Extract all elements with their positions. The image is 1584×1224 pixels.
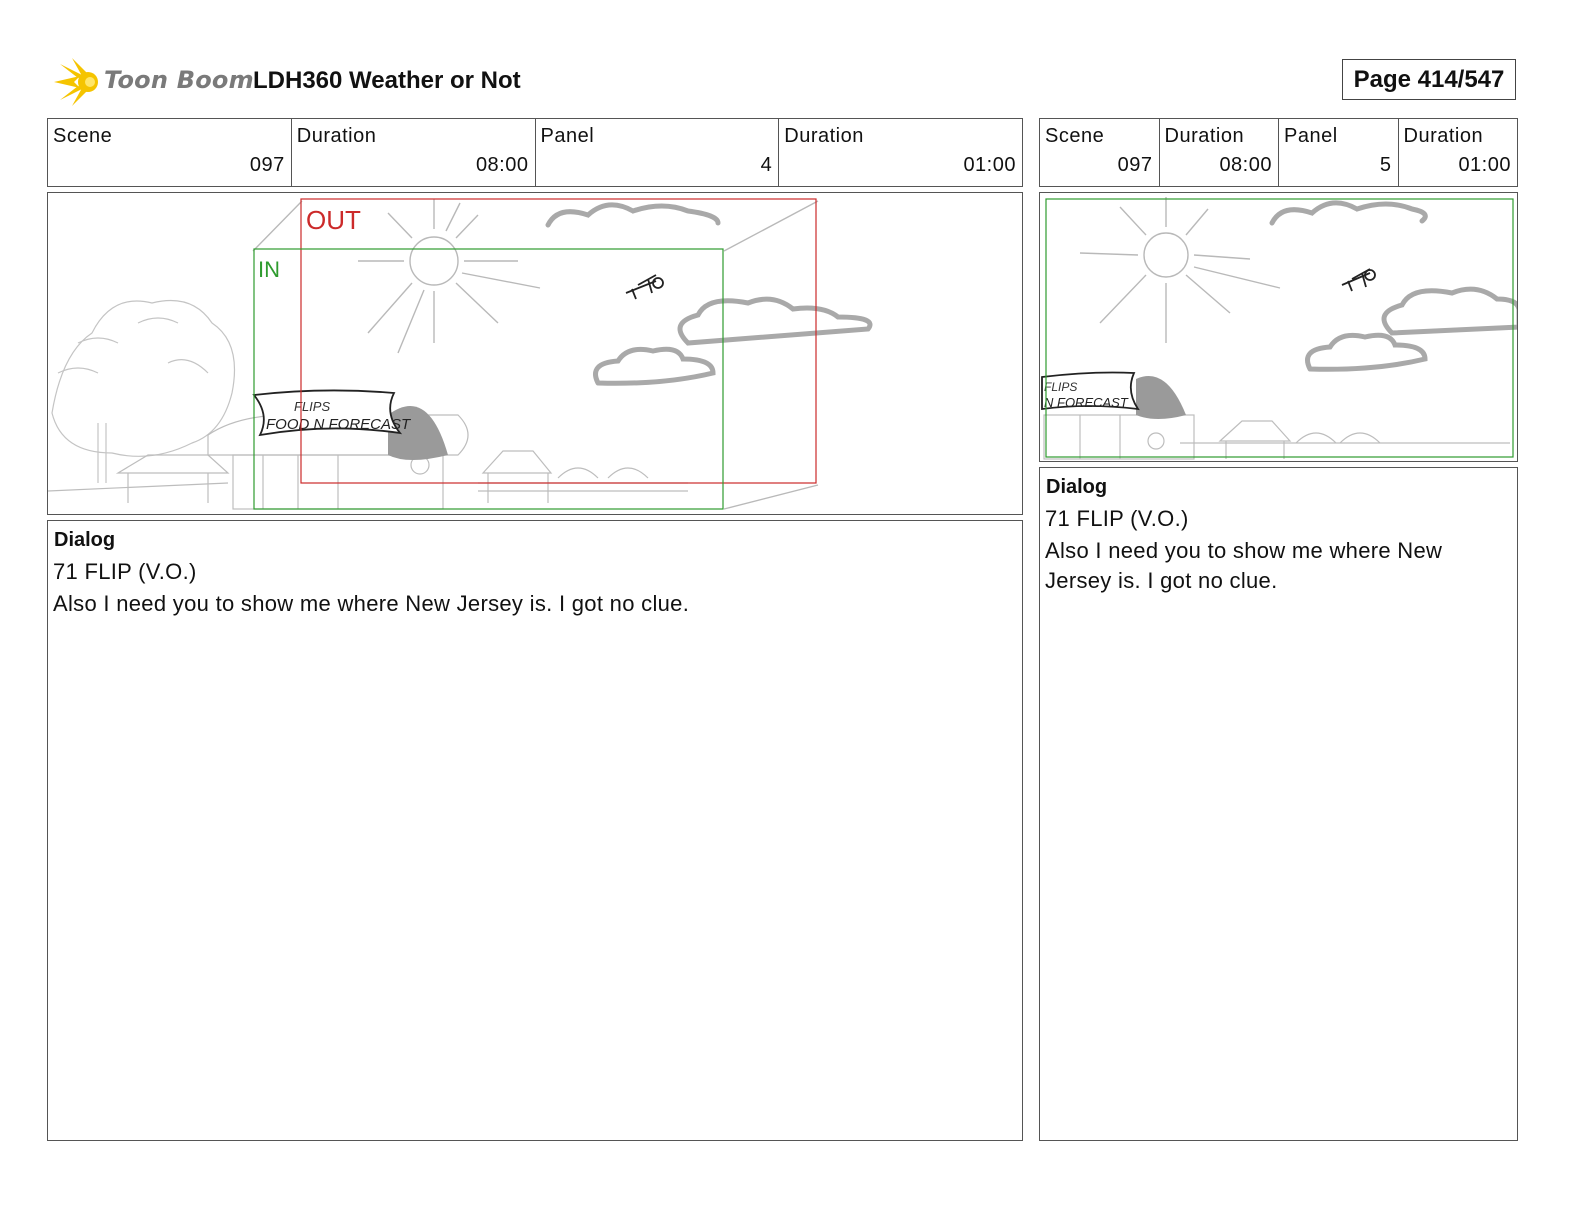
page-number: Page 414/547: [1342, 59, 1516, 100]
right-panel-duration-cell: [1399, 119, 1518, 186]
panel-value: 4: [760, 154, 773, 176]
brand-name: Toon Boom: [104, 66, 254, 94]
dialog-label: Dialog: [54, 529, 116, 551]
left-panel-duration-cell: [779, 119, 1022, 186]
dialog-label: Dialog: [1046, 476, 1108, 498]
right-panel-image: [1039, 192, 1518, 462]
biplane-icon: [1342, 269, 1375, 291]
tree-icon: [52, 301, 235, 484]
biplane-icon: [626, 275, 663, 299]
panel-duration-value: 01:00: [963, 154, 1016, 176]
left-sketch: [48, 193, 1023, 515]
panel-label: Panel: [1284, 125, 1338, 147]
dialog-line: Also I need you to show me where New Jersey is. I got no clue.: [1045, 538, 1443, 593]
sun-rays-icon: [358, 199, 540, 353]
roof-shadow: [1136, 376, 1186, 419]
panel-value: 5: [1379, 154, 1392, 176]
sun-icon: [410, 237, 458, 285]
duration-label: Duration: [1164, 125, 1245, 147]
banner-top-text: FLIPS: [1044, 380, 1078, 394]
left-duration-cell: [292, 119, 536, 186]
duration-value: 08:00: [475, 154, 529, 176]
left-scene-cell: [48, 119, 292, 186]
in-frame: [254, 249, 723, 509]
panel-duration-label: Duration: [1403, 125, 1484, 147]
right-sketch: [1040, 193, 1518, 462]
left-dialog-box: [47, 520, 1023, 1141]
cloud-icon: [1272, 203, 1518, 369]
document-title: LDH360 Weather or Not: [253, 67, 521, 94]
sun-icon: [1144, 233, 1188, 277]
scene-label: Scene: [1045, 125, 1105, 147]
scene-value: 097: [249, 154, 285, 176]
duration-value: 08:00: [1219, 154, 1272, 176]
banner-bottom-text: N FORECAST: [1044, 395, 1128, 410]
banner-bottom-text: FOOD N FORECAST: [266, 416, 411, 433]
sun-rays-icon: [1080, 197, 1280, 343]
in-frame-label: IN: [258, 257, 280, 282]
out-frame-label: OUT: [306, 205, 361, 235]
right-duration-cell: [1160, 119, 1280, 186]
panel-duration-value: 01:00: [1458, 154, 1511, 176]
right-info-row: [1039, 118, 1518, 187]
left-info-row: [47, 118, 1023, 187]
panel-label: Panel: [540, 125, 595, 147]
left-panel-cell: [536, 119, 780, 186]
cloud-icon: [548, 205, 870, 383]
dialog-line: Also I need you to show me where New Jersey is. I got no clue.: [53, 591, 690, 616]
in-frame: [1046, 199, 1513, 457]
right-panel-cell: [1279, 119, 1399, 186]
dialog-speaker: 71 FLIP (V.O.): [53, 559, 197, 584]
dialog-speaker: 71 FLIP (V.O.): [1045, 506, 1189, 531]
panel-duration-label: Duration: [784, 125, 864, 147]
scene-label: Scene: [53, 125, 113, 147]
right-dialog-box: [1039, 467, 1518, 1141]
duration-label: Duration: [296, 125, 377, 147]
right-scene-cell: [1040, 119, 1160, 186]
buildings-sketch: [1044, 415, 1510, 459]
left-panel-image: [47, 192, 1023, 515]
scene-value: 097: [1117, 154, 1153, 176]
banner-top-text: FLIPS: [294, 399, 331, 414]
